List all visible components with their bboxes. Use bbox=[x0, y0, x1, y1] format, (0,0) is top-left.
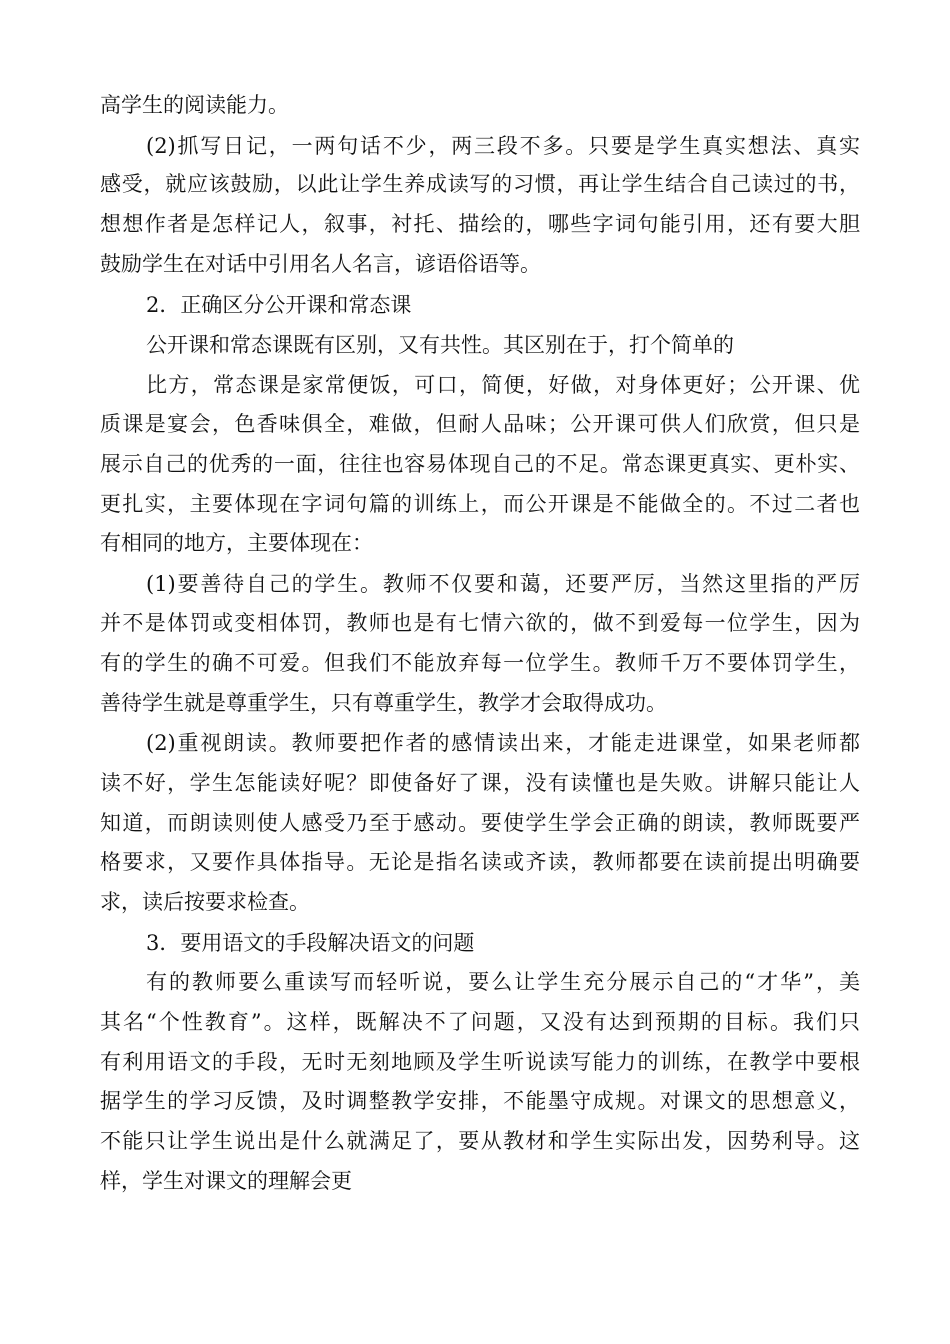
text-line: (2)重视朗读。教师要把作者的感情读出来，才能走进课堂，如果老师都 bbox=[146, 731, 860, 755]
text-line: 鼓励学生在对话中引用名人名言，谚语俗语等。 bbox=[100, 252, 541, 276]
text-line: 更扎实，主要体现在字词句篇的训练上，而公开课是不能做全的。不过二者也 bbox=[100, 492, 860, 516]
text-line: (2)抓写日记，一两句话不少，两三段不多。只要是学生真实想法、真实 bbox=[146, 134, 860, 158]
text-line: 善待学生就是尊重学生，只有尊重学生，教学才会取得成功。 bbox=[100, 691, 667, 715]
section-heading: 2．正确区分公开课和常态课 bbox=[146, 293, 412, 317]
text-line: 样，学生对课文的理解会更 bbox=[100, 1169, 352, 1193]
section-heading: 3．要用语文的手段解决语文的问题 bbox=[146, 931, 475, 955]
text-line: 有的教师要么重读写而轻听说，要么让学生充分展示自己的“才华”，美 bbox=[146, 970, 860, 994]
text-line: 有利用语文的手段，无时无刻地顾及学生听说读写能力的训练，在教学中要根 bbox=[100, 1050, 860, 1074]
text-line: 求，读后按要求检查。 bbox=[100, 890, 310, 914]
text-line: 不能只让学生说出是什么就满足了，要从教材和学生实际出发，因势利导。这 bbox=[100, 1129, 860, 1153]
text-line: 有的学生的确不可爱。但我们不能放弃每一位学生。教师千万不要体罚学生， bbox=[100, 651, 860, 675]
text-line: 高学生的阅读能力。 bbox=[100, 93, 289, 117]
text-line: 想想作者是怎样记人，叙事，衬托、描绘的，哪些字词句能引用，还有要大胆 bbox=[100, 212, 860, 236]
text-line: 知道，而朗读则使人感受乃至于感动。要使学生学会正确的朗读，教师既要严 bbox=[100, 811, 860, 835]
text-line: 据学生的学习反馈，及时调整教学安排，不能墨守成规。对课文的思想意义， bbox=[100, 1089, 860, 1113]
text-line: 有相同的地方，主要体现在： bbox=[100, 531, 373, 555]
text-line: 展示自己的优秀的一面，往往也容易体现自己的不足。常态课更真实、更朴实、 bbox=[100, 452, 860, 476]
text-line: 感受，就应该鼓励，以此让学生养成读写的习惯，再让学生结合自己读过的书， bbox=[100, 172, 860, 196]
text-line: 质课是宴会，色香味俱全，难做，但耐人品味；公开课可供人们欣赏，但只是 bbox=[100, 412, 860, 436]
text-line: 公开课和常态课既有区别，又有共性。其区别在于，打个简单的 bbox=[146, 333, 734, 357]
text-line: 格要求，又要作具体指导。无论是指名读或齐读，教师都要在读前提出明确要 bbox=[100, 850, 860, 874]
text-line: 并不是体罚或变相体罚，教师也是有七情六欲的，做不到爱每一位学生，因为 bbox=[100, 611, 860, 635]
text-line: (1)要善待自己的学生。教师不仅要和蔼，还要严厉，当然这里指的严厉 bbox=[146, 572, 860, 596]
text-line: 读不好，学生怎能读好呢？即使备好了课，没有读懂也是失败。讲解只能让人 bbox=[100, 771, 860, 795]
text-line: 其名“个性教育”。这样，既解决不了问题，又没有达到预期的目标。我们只 bbox=[100, 1010, 860, 1034]
text-line: 比方，常态课是家常便饭，可口，简便，好做，对身体更好；公开课、优 bbox=[146, 373, 860, 397]
